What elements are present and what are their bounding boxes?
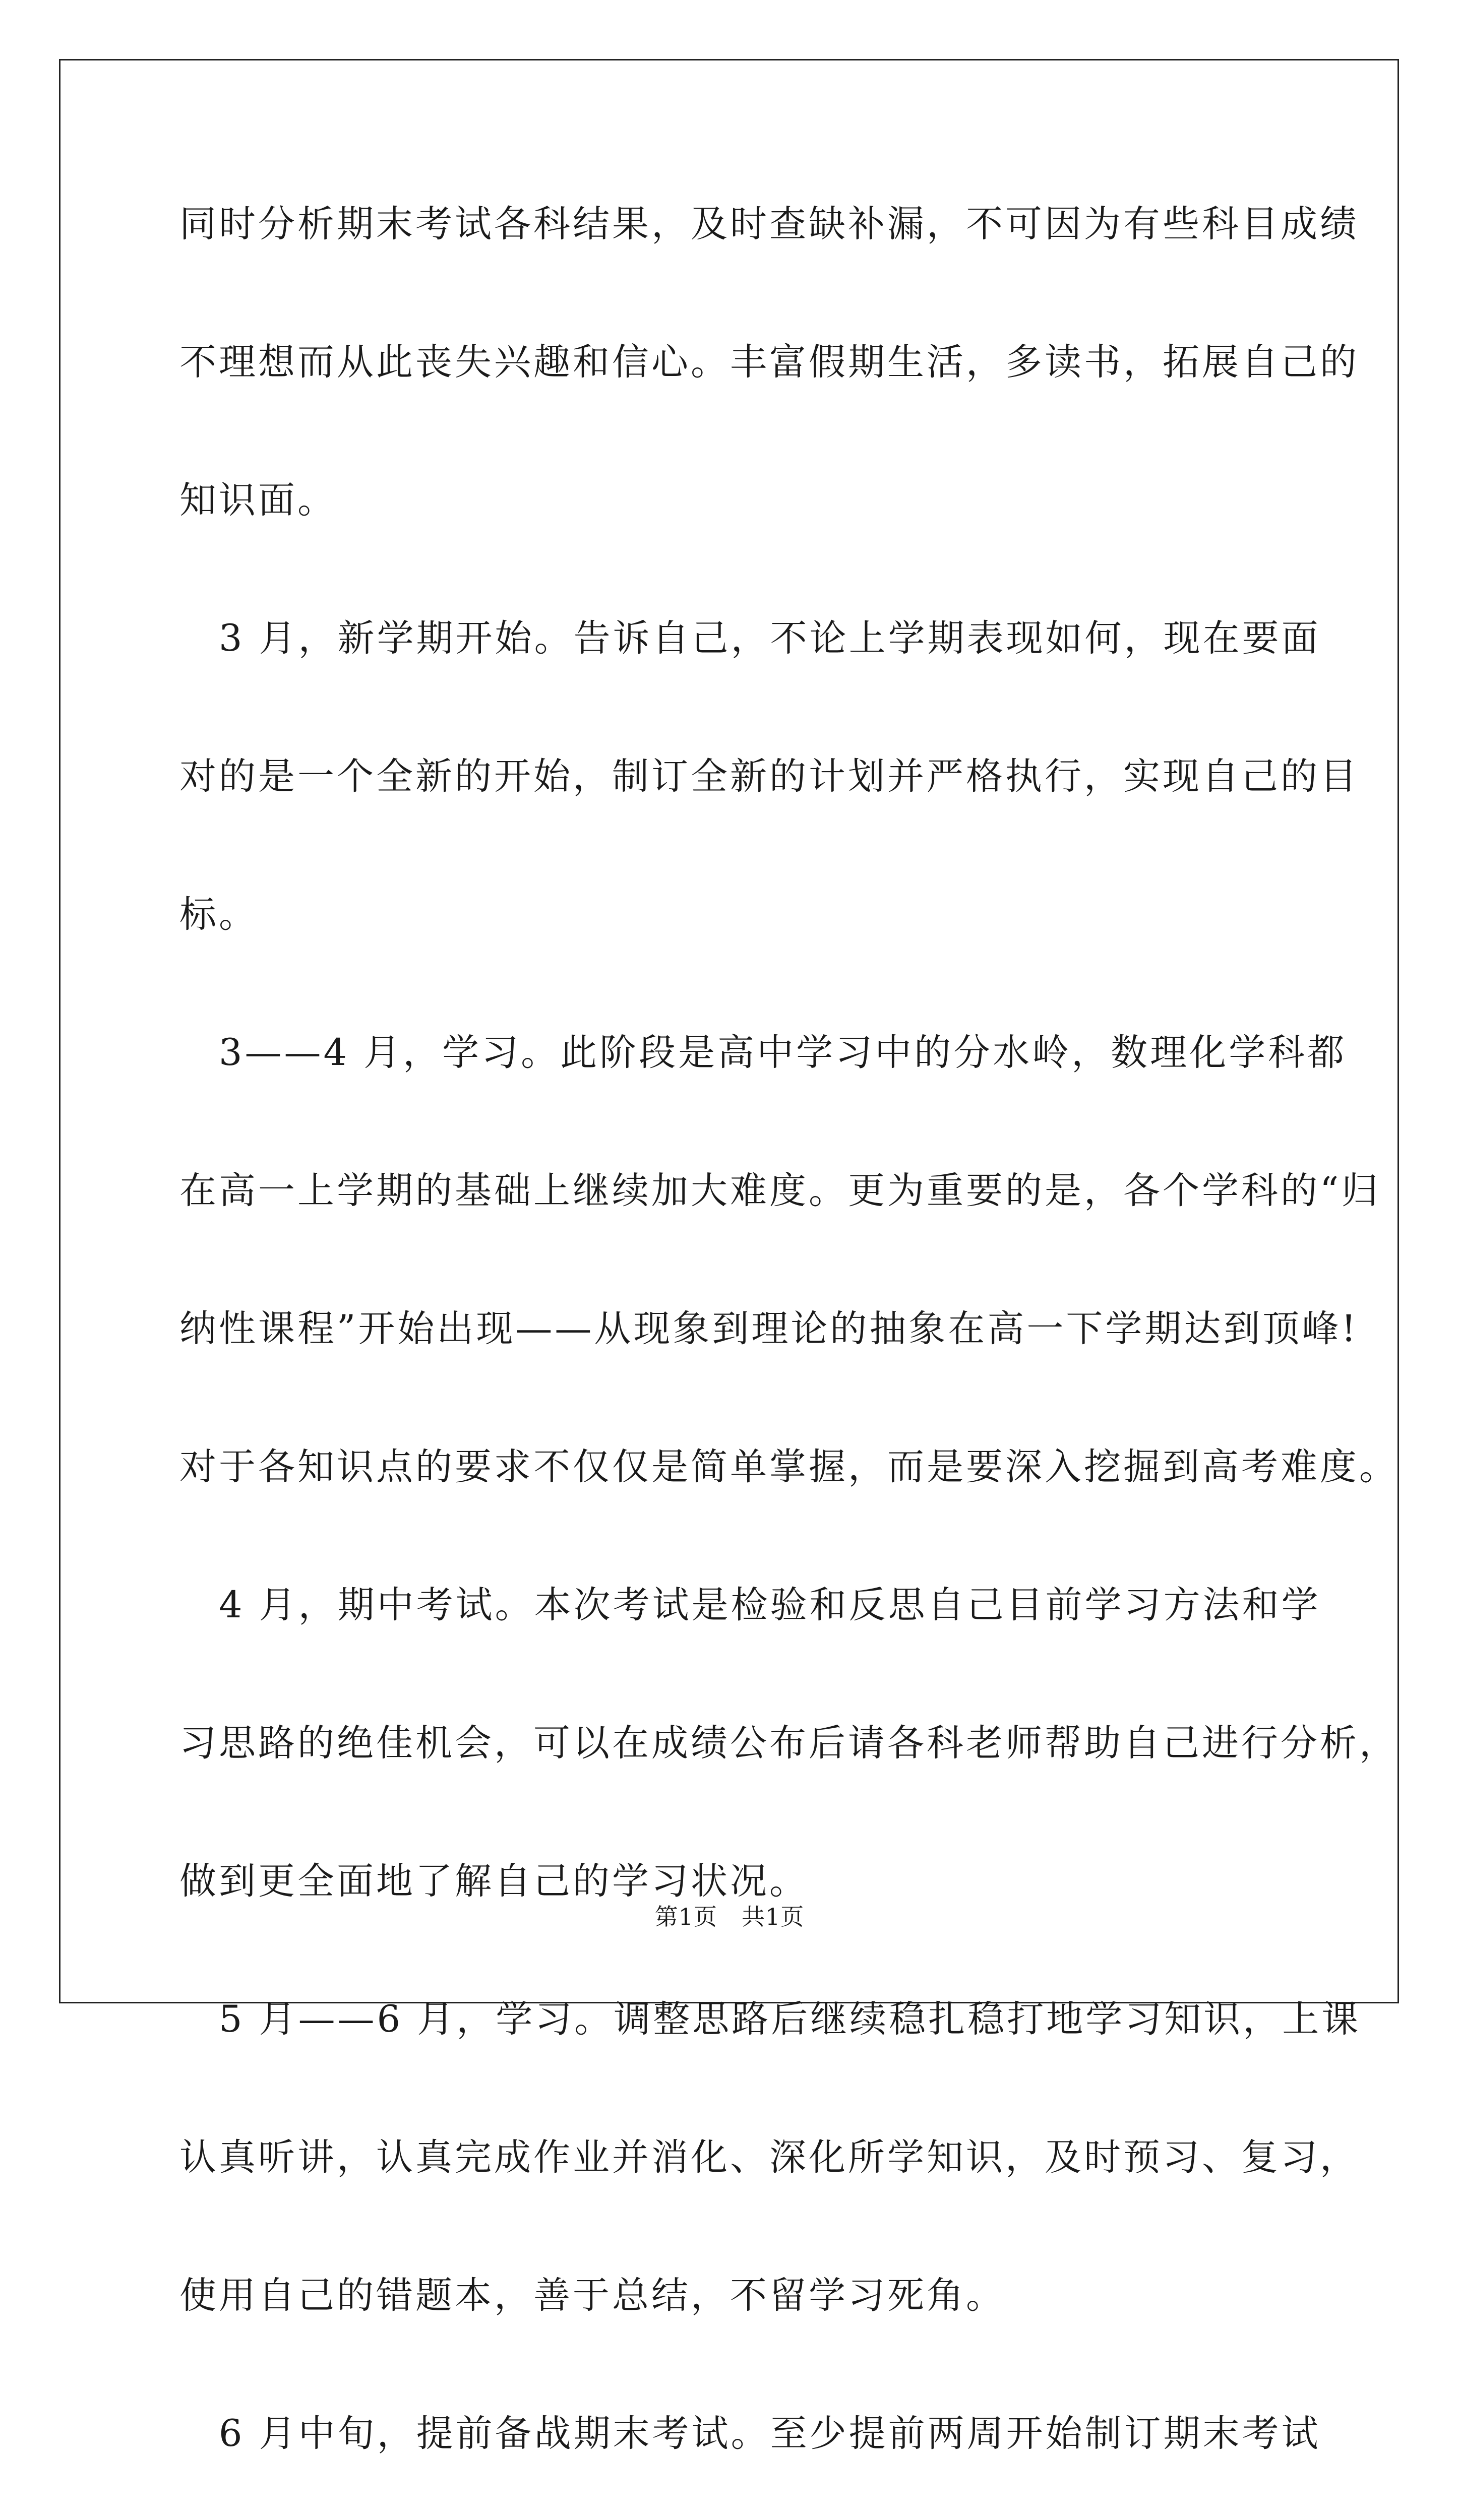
text-line: 使用自己的错题本，善于总结，不留学习死角。: [179, 2274, 1005, 2317]
text-line: 对的是一个全新的开始，制订全新的计划并严格执行，实现自己的目: [179, 755, 1359, 798]
text-line: 3 月，新学期开始。告诉自己，不论上学期表现如何，现在要面: [179, 617, 1321, 660]
text-line: 知识面。: [179, 479, 337, 522]
text-line: 4 月，期中考试。本次考试是检验和反思自己目前学习方法和学: [179, 1584, 1321, 1626]
text-line: 认真听讲，认真完成作业并消化、深化所学知识，及时预习、复习，: [179, 2136, 1359, 2179]
document-body: [179, 192, 1399, 2520]
text-line: 5 月——6 月，学习。调整思路后继续稳扎稳打地学习知识，上课: [179, 1998, 1361, 2041]
text-line: 对于各知识点的要求不仅仅是简单掌握，而是要深入挖掘到高考难度。: [179, 1445, 1399, 1488]
text-line: 同时分析期末考试各科结果，及时查缺补漏，不可因为有些科目成绩: [179, 203, 1359, 245]
page-total: 共1页: [742, 1903, 805, 1930]
text-line: 习思路的绝佳机会，可以在成绩公布后请各科老师帮助自己进行分析，: [179, 1722, 1399, 1765]
text-line: 6 月中旬，提前备战期末考试。至少提前两周开始制订期末考试: [179, 2412, 1321, 2455]
text-line: 3——4 月，学习。此阶段是高中学习中的分水岭，数理化学科都: [179, 1031, 1347, 1074]
text-line: 不理想而从此丧失兴趣和信心。丰富假期生活，多读书，拓展自己的: [179, 341, 1359, 384]
text-line: 纳性课程”开始出现——从现象到理论的抽象在高一下学期达到顶峰!: [179, 1307, 1359, 1350]
page-footer: [0, 1899, 1459, 1932]
page-number: 第1页: [654, 1903, 717, 1930]
text-line: 做到更全面地了解自己的学习状况。: [179, 1860, 809, 1903]
text-line: 标。: [179, 893, 258, 936]
text-line: 在高一上学期的基础上继续加大难度。更为重要的是，各个学科的“归: [179, 1169, 1381, 1212]
